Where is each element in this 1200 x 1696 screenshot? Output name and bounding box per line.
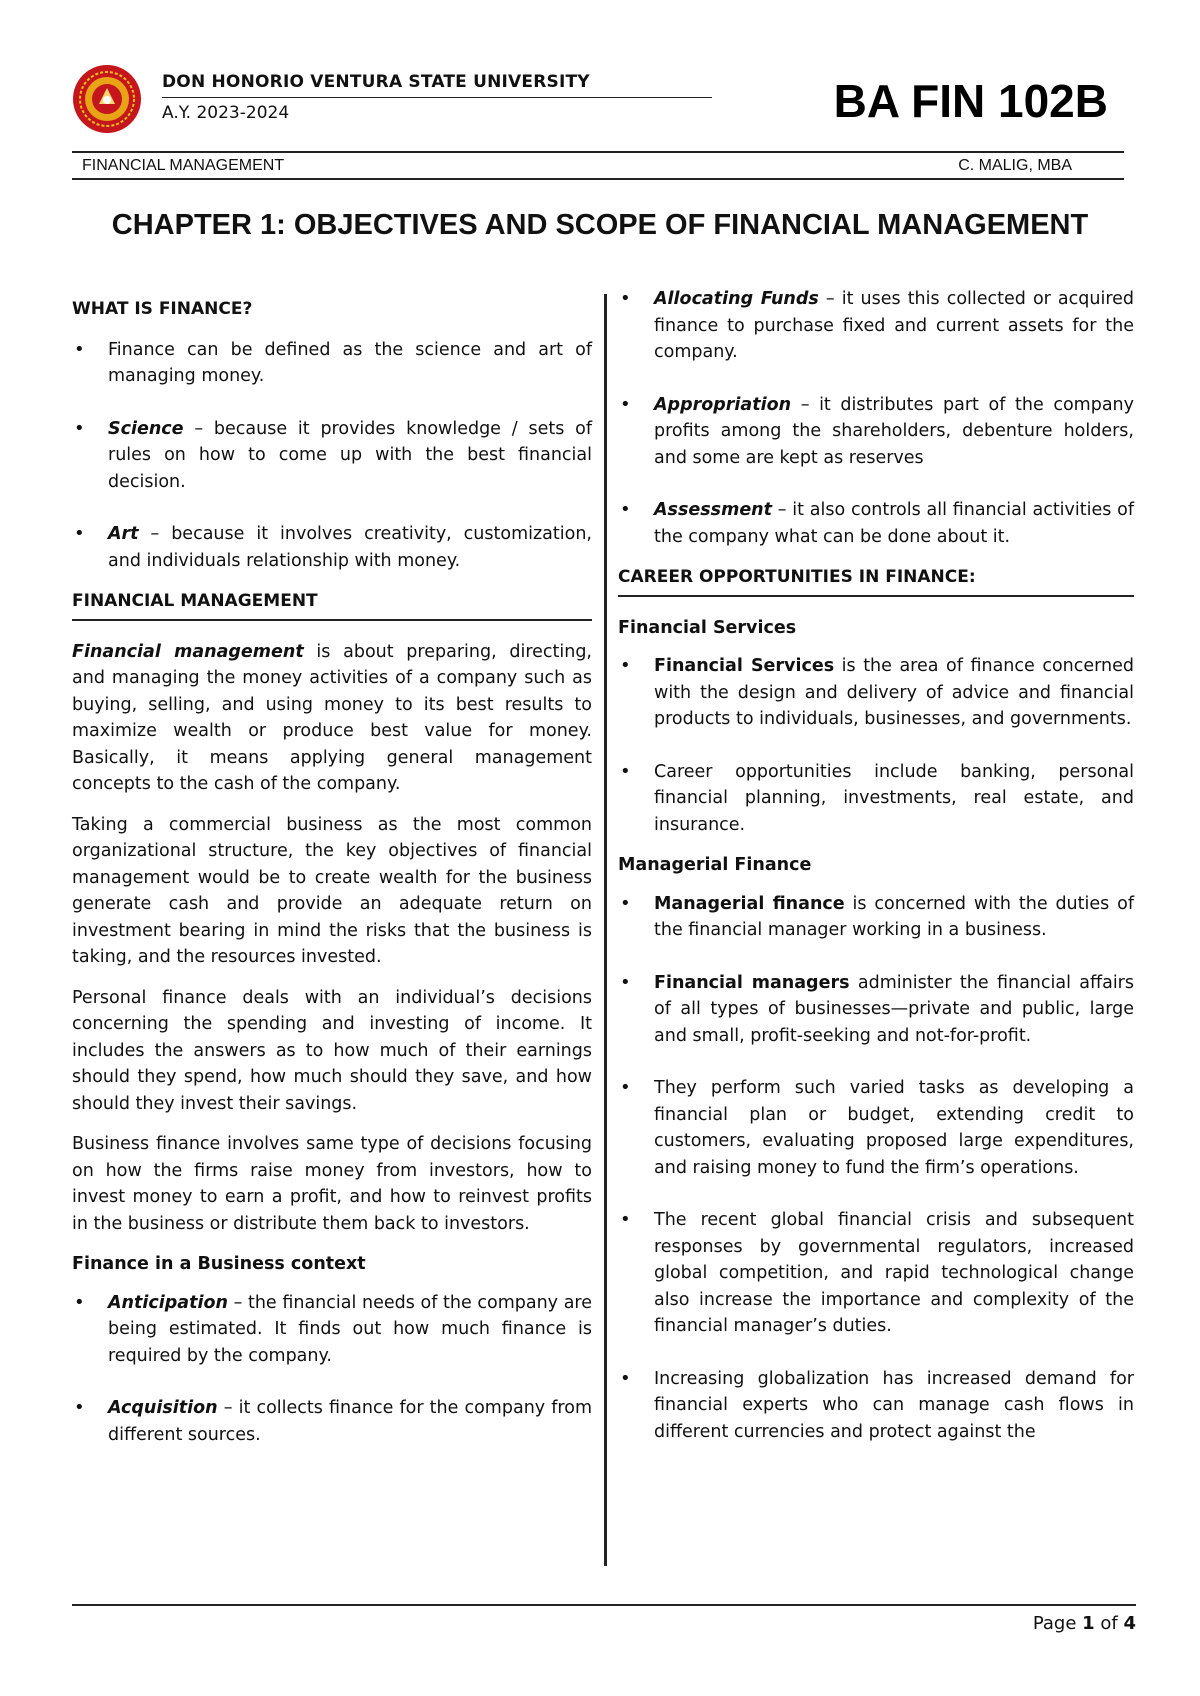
section-heading-financial-management: FINANCIAL MANAGEMENT (72, 588, 592, 621)
list-item: • Acquisition – it collects finance for the company from different sources. (72, 1395, 592, 1448)
university-name: DON HONORIO VENTURA STATE UNIVERSITY (162, 72, 590, 92)
list-item: • Allocating Funds – it uses this collected or acquired finance to purchase fixed and current assets for the company. (618, 286, 1134, 366)
section-heading-career-opportunities: CAREER OPPORTUNITIES IN FINANCE: (618, 564, 1134, 597)
page-number: Page 1 of 4 (1032, 1613, 1136, 1634)
term-appropriation: Appropriation (654, 394, 792, 415)
subheading-managerial-finance: Managerial Finance (618, 855, 812, 875)
list-item: • Managerial finance is concerned with the duties of the financial manager working in a business. (618, 891, 1134, 944)
term-anticipation: Anticipation (108, 1292, 228, 1313)
subheading-financial-services: Financial Services (618, 617, 797, 638)
term-art: Art (108, 524, 139, 544)
right-column (618, 286, 1134, 1471)
list-item: • Anticipation – the financial needs of the company are being estimated. It finds out how much finance is required by the company. (72, 1290, 592, 1370)
list-item: • Financial Services is the area of finance concerned with the design and delivery of advice and financial products to individuals, businesses, and governments. (618, 653, 1134, 733)
term-allocating-funds: Allocating Funds (654, 289, 819, 309)
chapter-title: CHAPTER 1: OBJECTIVES AND SCOPE OF FINANCIAL MANAGEMENT (111, 209, 1089, 241)
column-divider (604, 294, 607, 1566)
list-item: • Assessment – it also controls all financial activities of the company what can be done about it. (618, 497, 1134, 550)
footer-rule (72, 1604, 1136, 1606)
paragraph: Personal finance deals with an individual’s decisions concerning the spending and investing of income. It includes the answers as to how much of their earnings should they spend, how much should they save, and how should they invest their savings. (72, 987, 592, 1114)
list-item: • Increasing globalization has increased demand for financial experts who can manage cash flows in different currencies and protect against the (618, 1366, 1134, 1446)
course-code: BA FIN 102B (833, 75, 1108, 127)
term-financial-services: Financial Services (654, 656, 835, 676)
term-science: Science (108, 418, 184, 439)
term-managerial-finance: Managerial finance (654, 893, 845, 914)
header-rule-top (72, 151, 1124, 153)
term-financial-management: Financial management (72, 641, 304, 662)
header-rule-bottom (72, 178, 1124, 180)
university-seal-logo (72, 64, 142, 134)
business-context-list (72, 1290, 592, 1449)
paragraph: Taking a commercial business as the most common organizational structure, the key objectives of financial management would be to create wealth for the business generate cash and provide an adequate return on investment bearing in mind the risks that the business is taking, and the resources invested. (72, 814, 592, 967)
list-item: • Appropriation – it distributes part of the company profits among the shareholders, debenture holders, and some are kept as reserves (618, 392, 1134, 472)
paragraph: Financial management is about preparing, directing, and managing the money activities of a company such as buying, selling, and using money to its best results to maximize wealth or produce best value for money. Basically, it means applying general management concepts to the cash of the company. (72, 641, 592, 794)
term-financial-managers: Financial managers (654, 972, 850, 993)
financial-services-list (618, 653, 1134, 838)
instructor-label: C. MALIG, MBA (958, 157, 1072, 174)
list-item: • The recent global financial crisis and subsequent responses by governmental regulators, increased global competition, and rapid technological change also increase the importance and complexity of the financial manager’s duties. (618, 1207, 1134, 1340)
list-item: • Science – because it provides knowledge / sets of rules on how to come up with the best financial decision. (72, 416, 592, 496)
academic-year: A.Y. 2023-2024 (162, 103, 290, 123)
list-item: • Financial managers administer the financial affairs of all types of businesses—private and public, large and small, profit-seeking and not-for-profit. (618, 970, 1134, 1050)
paragraph: Business finance involves same type of decisions focusing on how the firms raise money from investors, how to invest money to earn a profit, and how to reinvest profits in the business or distribute them back to investors. (72, 1134, 592, 1234)
list-item: • Career opportunities include banking, personal financial planning, investments, real estate, and insurance. (618, 759, 1134, 839)
subject-label: FINANCIAL MANAGEMENT (82, 157, 285, 174)
term-assessment: Assessment (654, 500, 773, 520)
subheading-business-context: Finance in a Business context (72, 1254, 366, 1274)
list-item: • They perform such varied tasks as developing a financial plan or budget, extending credit to customers, evaluating proposed large expenditures, and raising money to fund the firm’s operations. (618, 1075, 1134, 1181)
business-context-list-continued (618, 286, 1134, 550)
managerial-finance-list (618, 891, 1134, 1446)
left-column (72, 296, 592, 1474)
term-acquisition: Acquisition (108, 1398, 218, 1418)
university-underline (162, 97, 712, 98)
what-is-finance-list (72, 337, 592, 575)
list-item: • Art – because it involves creativity, customization, and individuals relationship with money. (72, 521, 592, 574)
list-item: • Finance can be defined as the science and art of managing money. (72, 337, 592, 390)
section-heading-what-is-finance: WHAT IS FINANCE? (72, 299, 253, 319)
